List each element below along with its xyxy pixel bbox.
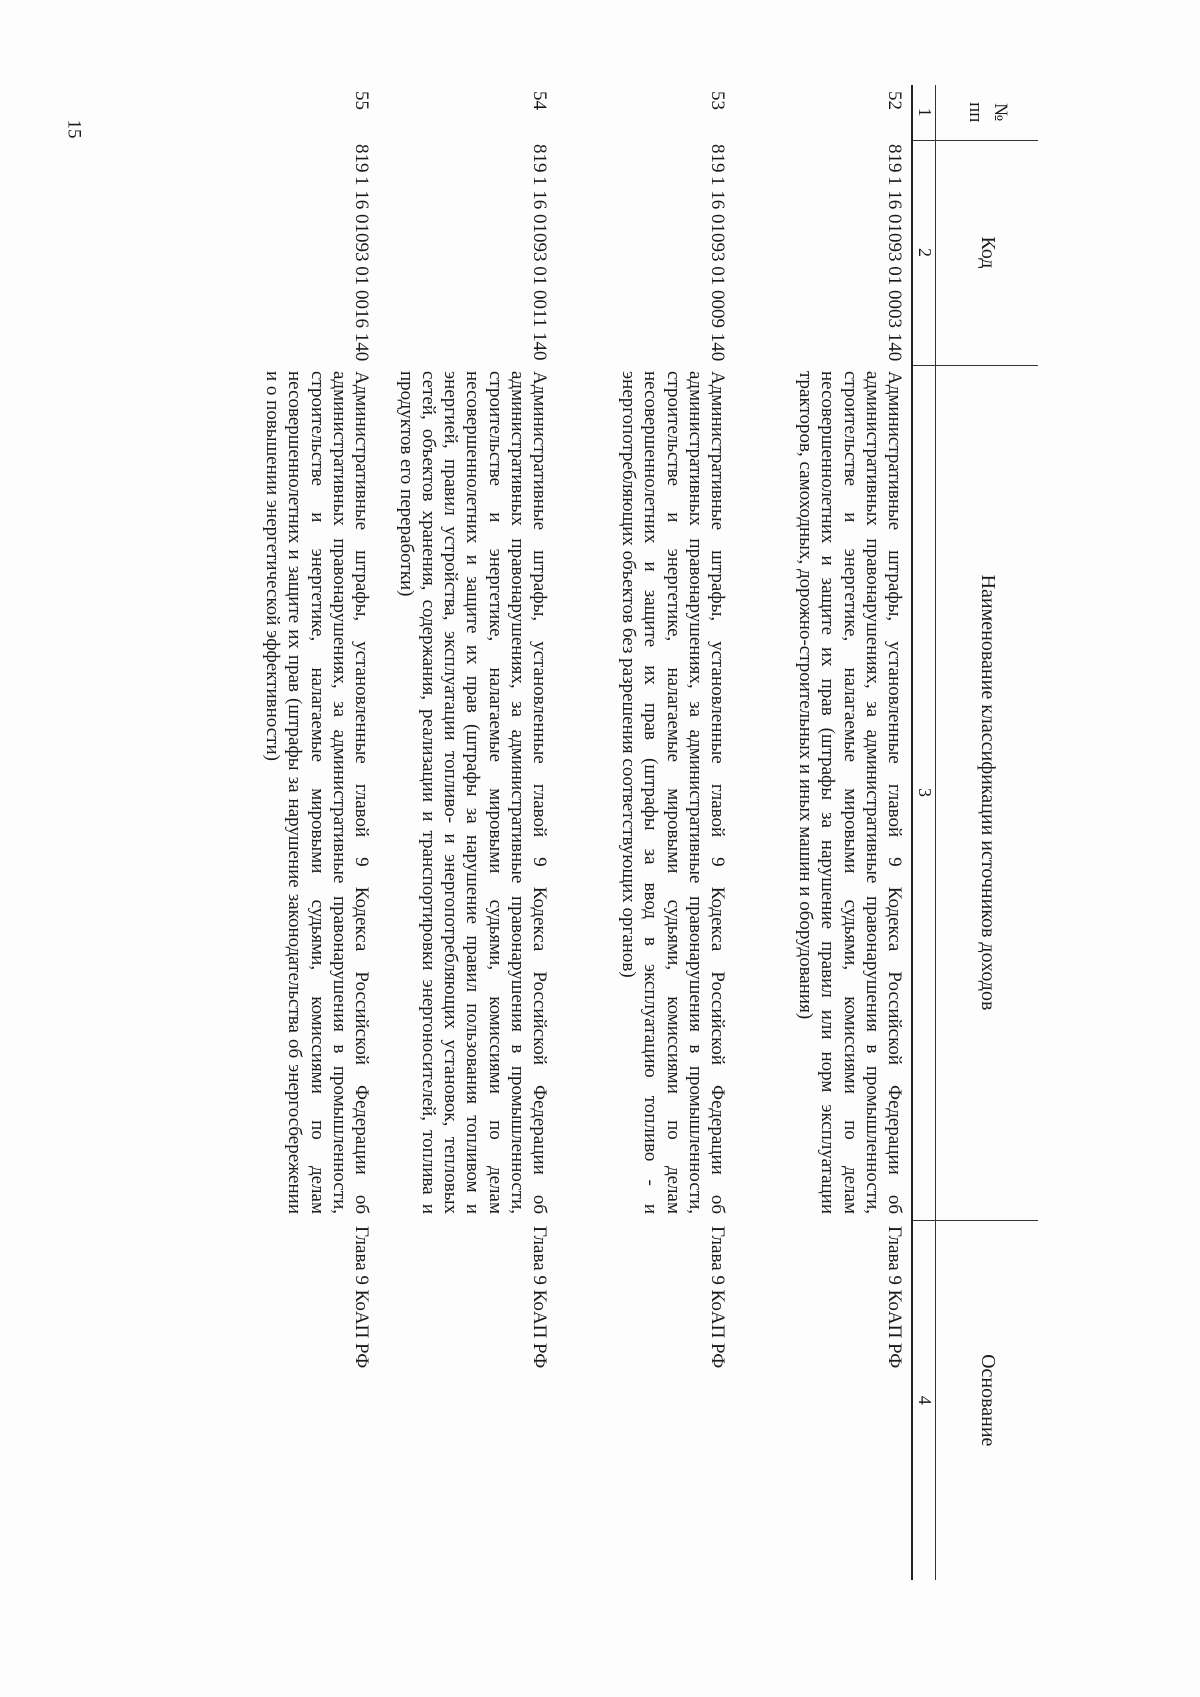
row-number: 54: [529, 91, 550, 110]
row-name: Административные штрафы, установленные главой 9 Кодекса Российской Федерации об административных правонарушениях, за административные правонарушения в промышленности, строительстве и энергетике, налагаемые мировыми судьями, комиссиями по делам несовершеннолетних и защите их прав (штрафы за нарушение правил или норм эксплуатации тракторов, самоходных, дорожно-строительных и иных машин и оборудования): [795, 371, 905, 1214]
row-admin-code: 819: [884, 144, 905, 173]
row-basis: Глава 9 КоАП РФ: [884, 1226, 905, 1369]
header-basis: Основание: [936, 1220, 1039, 1580]
row-admin-code: 819: [529, 144, 550, 173]
column-index: 2: [912, 140, 936, 365]
row-admin-code: 819: [707, 144, 728, 173]
row-name: Административные штрафы, установленные главой 9 Кодекса Российской Федерации об административных правонарушениях, за административные правонарушения в промышленности, строительстве и энергетике, налагаемые мировыми судьями, комиссиями по делам несовершеннолетних и защите их прав (штрафы за нарушение правил пользования топливом и энергией, правил устройства, эксплуатации топливо- и энергопотребляющих установок, тепловых сетей, объектов хранения, содержания, реализации и транспортировки энергоносителей, топлива и продуктов его переработки): [395, 371, 550, 1214]
column-index: 1: [912, 85, 936, 140]
column-index-row: [912, 85, 936, 1580]
row-name: Административные штрафы, установленные главой 9 Кодекса Российской Федерации об административных правонарушениях, за административные правонарушения в промышленности, строительстве и энергетике, налагаемые мировыми судьями, комиссиями по делам несовершеннолетних и защите их прав (штрафы за нарушение законодательства об энергосбережении и о повышении энергетической эффективности): [262, 371, 372, 1214]
row-code-cell: [200, 140, 378, 365]
header-code: Код: [936, 140, 1039, 365]
row-code-cell: [556, 140, 734, 365]
row-code-cell: [378, 140, 556, 365]
row-code: 1 16 01093 01 0011 140: [529, 176, 550, 361]
header-number: № пп: [965, 102, 1011, 123]
row-code: 1 16 01093 01 0009 140: [707, 176, 728, 362]
table-row: [378, 85, 556, 1580]
row-number: 52: [884, 91, 905, 110]
page-number: 15: [63, 119, 85, 139]
income-classification-table: [200, 85, 1038, 1580]
table-row: [734, 85, 912, 1580]
header-name: Наименование классификации источников доходов: [936, 365, 1039, 1220]
table-row: [200, 85, 378, 1580]
row-admin-code: 819: [351, 144, 372, 173]
column-index: 3: [912, 365, 936, 1220]
rotated-table-container: [168, 85, 1038, 1580]
row-basis: Глава 9 КоАП РФ: [529, 1226, 550, 1369]
table-row: [556, 85, 734, 1580]
row-basis: Глава 9 КоАП РФ: [351, 1226, 372, 1369]
row-code: 1 16 01093 01 0003 140: [884, 176, 905, 362]
column-index: 4: [912, 1220, 936, 1580]
row-name: Административные штрафы, установленные главой 9 Кодекса Российской Федерации об административных правонарушениях, за административные правонарушения в промышленности, строительстве и энергетике, налагаемые мировыми судьями, комиссиями по делам несовершеннолетних и защите их прав (штрафы за ввод в эксплуатацию топливо - и энергопотребляющих объектов без разрешения соответствующих органов): [618, 371, 728, 1214]
table-header-row: [936, 85, 1039, 1580]
row-number: 53: [707, 91, 728, 110]
row-number: 55: [351, 91, 372, 110]
row-basis: Глава 9 КоАП РФ: [707, 1226, 728, 1369]
row-code-cell: [734, 140, 912, 365]
row-code: 1 16 01093 01 0016 140: [351, 176, 372, 362]
